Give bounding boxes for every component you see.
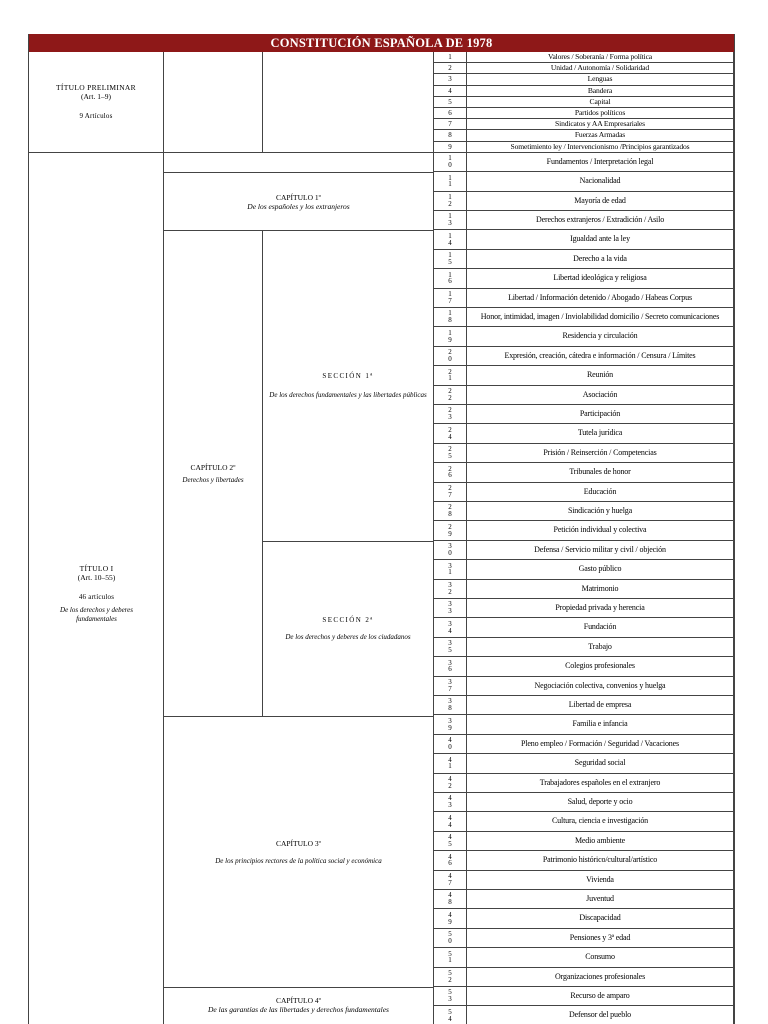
- article-number: 4 1: [434, 754, 467, 773]
- article-number: 2 9: [434, 521, 467, 540]
- article-title: Expresión, creación, cátedra e información / Censura / Límites: [467, 347, 734, 366]
- article-title: Educación: [467, 483, 734, 502]
- article-title: Consumo: [467, 948, 734, 967]
- article-title: Colegios profesionales: [467, 657, 734, 676]
- article-title: Gasto público: [467, 560, 734, 579]
- article-title: Familia e infancia: [467, 715, 734, 734]
- capitulo-1-description: De los españoles y los extranjeros: [247, 201, 350, 211]
- titulo-1-cell: [29, 153, 164, 1024]
- article-number: 2 1: [434, 366, 467, 385]
- article-number: 1 1: [434, 172, 467, 191]
- capitulo-3-description: De los principios rectores de la política social y económica: [215, 856, 382, 865]
- article-number: 5: [434, 97, 467, 108]
- article-number: 1 8: [434, 308, 467, 327]
- article-title: Cultura, ciencia e investigación: [467, 812, 734, 831]
- article-title: Tutela jurídica: [467, 424, 734, 443]
- article-title: Medio ambiente: [467, 832, 734, 851]
- article-title: Reunión: [467, 366, 734, 385]
- article-title: Petición individual y colectiva: [467, 521, 734, 540]
- article-number: 4 7: [434, 871, 467, 890]
- article-title: Mayoría de edad: [467, 192, 734, 211]
- titulo-preliminar-cell: [29, 52, 164, 153]
- capitulo-1-title: CAPÍTULO 1º: [275, 192, 322, 202]
- titulo-1-title: TÍTULO I: [79, 564, 114, 573]
- article-number: 9: [434, 142, 467, 153]
- article-title: Fundamentos / Interpretación legal: [467, 153, 734, 172]
- article-number: 4 0: [434, 735, 467, 754]
- capitulo-2-title: CAPÍTULO 2º: [190, 462, 236, 472]
- article-number: 4 6: [434, 851, 467, 870]
- article-number: 2 3: [434, 405, 467, 424]
- article-number: 1 2: [434, 192, 467, 211]
- article-title: Defensor del pueblo: [467, 1006, 734, 1024]
- article-title: Matrimonio: [467, 580, 734, 599]
- article-title: Salud, deporte y ocio: [467, 793, 734, 812]
- article-title: Trabajo: [467, 638, 734, 657]
- article-number: 1 3: [434, 211, 467, 230]
- capitulo-4-title: CAPÍTULO 4º: [275, 996, 322, 1005]
- article-number: 1 6: [434, 269, 467, 288]
- article-title: Sindicación y huelga: [467, 502, 734, 521]
- article-number: 3 2: [434, 580, 467, 599]
- article-title: Derecho a la vida: [467, 250, 734, 269]
- article-title: Lenguas: [467, 74, 734, 85]
- article-title: Asociación: [467, 386, 734, 405]
- capitulo-2-cell: [164, 231, 263, 717]
- capitulo-2-description: Derechos y libertades: [182, 475, 244, 484]
- article-title: Defensa / Servicio militar y civil / objeción: [467, 541, 734, 560]
- article-title: Negociación colectiva, convenios y huelga: [467, 677, 734, 696]
- article-title: Igualdad ante la ley: [467, 230, 734, 249]
- article-number: 4 2: [434, 774, 467, 793]
- article-title: Honor, intimidad, imagen / Inviolabilidad domicilio / Secreto comunicaciones: [467, 308, 734, 327]
- article-title: Partidos políticos: [467, 108, 734, 119]
- article-number: 3 5: [434, 638, 467, 657]
- article-number: 8: [434, 130, 467, 141]
- article-number: 6: [434, 108, 467, 119]
- article-number: 1 0: [434, 153, 467, 172]
- article-number: 4 8: [434, 890, 467, 909]
- article-number: 5 4: [434, 1006, 467, 1024]
- article-title: Libertad / Información detenido / Abogado / Habeas Corpus: [467, 289, 734, 308]
- article-number: 4 5: [434, 832, 467, 851]
- article-title: Trabajadores españoles en el extranjero: [467, 774, 734, 793]
- article-number: 3 0: [434, 541, 467, 560]
- seccion-1-cell: [263, 231, 434, 542]
- capitulo-3-cell: [164, 717, 434, 988]
- article-number: 4 3: [434, 793, 467, 812]
- seccion-1-description: De los derechos fundamentales y las libertades públicas: [269, 391, 427, 399]
- article-number: 4 4: [434, 812, 467, 831]
- article-title: Valores / Soberanía / Forma política: [467, 52, 734, 63]
- article-title: Vivienda: [467, 871, 734, 890]
- article-title: Seguridad social: [467, 754, 734, 773]
- article-number: 3 4: [434, 618, 467, 637]
- article-title: Pensiones y 3ª edad: [467, 929, 734, 948]
- capitulo-1-cell: [164, 173, 434, 231]
- article-title: Pleno empleo / Formación / Seguridad / Vacaciones: [467, 735, 734, 754]
- article-number: 2 0: [434, 347, 467, 366]
- article-number: 3 7: [434, 677, 467, 696]
- article-title: Unidad / Autonomía / Solidaridad: [467, 63, 734, 74]
- titulo-preliminar-title: TÍTULO PRELIMINAR: [56, 83, 136, 92]
- titulo-preliminar-spacer-b: [263, 52, 434, 153]
- article-title: Discapacidad: [467, 909, 734, 928]
- seccion-1-title: SECCIÓN 1ª: [322, 372, 374, 380]
- article-title: Prisión / Reinserción / Competencias: [467, 444, 734, 463]
- article-number: 2: [434, 63, 467, 74]
- article-number: 2 7: [434, 483, 467, 502]
- article-number: 2 5: [434, 444, 467, 463]
- article-number: 5 3: [434, 987, 467, 1006]
- article-number: 2 4: [434, 424, 467, 443]
- article-title: Recurso de amparo: [467, 987, 734, 1006]
- titulo-1-count: 46 artículos: [78, 593, 115, 601]
- titulo-preliminar-count: 9 Artículos: [79, 112, 113, 120]
- article-title: Propiedad privada y herencia: [467, 599, 734, 618]
- article-title: Bandera: [467, 86, 734, 97]
- article-number: 1 9: [434, 327, 467, 346]
- seccion-2-cell: [263, 542, 434, 717]
- article-number: 5 2: [434, 968, 467, 987]
- article-title: Residencia y circulación: [467, 327, 734, 346]
- constitution-table: [28, 34, 735, 1024]
- seccion-2-title: SECCIÓN 2ª: [322, 616, 374, 624]
- article-title: Capital: [467, 97, 734, 108]
- article-title: Fuerzas Armadas: [467, 130, 734, 141]
- article-title: Sometimiento ley / Intervencionismo /Principios garantizados: [467, 142, 734, 153]
- article-number: 2 2: [434, 386, 467, 405]
- article-number: 3 3: [434, 599, 467, 618]
- article-number: 5 1: [434, 948, 467, 967]
- article-number: 3 6: [434, 657, 467, 676]
- article-number: 4: [434, 86, 467, 97]
- titulo-1-range: (Art. 10–55): [77, 573, 116, 582]
- article-number: 1: [434, 52, 467, 63]
- article-title: Organizaciones profesionales: [467, 968, 734, 987]
- article-number: 3: [434, 74, 467, 85]
- article-number: 1 4: [434, 230, 467, 249]
- article-number: 7: [434, 119, 467, 130]
- article-number: 5 0: [434, 929, 467, 948]
- titulo-preliminar-range: (Art. 1–9): [81, 92, 111, 101]
- article-title: Libertad ideológica y religiosa: [467, 269, 734, 288]
- capitulo-4-cell: [164, 988, 434, 1024]
- article-title: Nacionalidad: [467, 172, 734, 191]
- article-number: 2 6: [434, 463, 467, 482]
- article-number: 3 9: [434, 715, 467, 734]
- article-title: Derechos extranjeros / Extradición / Asilo: [467, 211, 734, 230]
- article-number: 1 5: [434, 250, 467, 269]
- article-title: Sindicatos y AA Empresariales: [467, 119, 734, 130]
- article-title: Patrimonio histórico/cultural/artístico: [467, 851, 734, 870]
- capitulo-4-description: De las garantías de las libertades y derechos fundamentales: [208, 1005, 389, 1014]
- document-title: CONSTITUCIÓN ESPAÑOLA DE 1978: [29, 34, 734, 52]
- article-number: 3 8: [434, 696, 467, 715]
- titulo-preliminar-spacer-a: [164, 52, 263, 153]
- titulo-1-description: De los derechos y deberes fundamentales: [60, 606, 133, 623]
- article-title: Tribunales de honor: [467, 463, 734, 482]
- seccion-2-description: De los derechos y deberes de los ciudadanos: [285, 633, 411, 641]
- article-number: 3 1: [434, 560, 467, 579]
- article-number: 1 7: [434, 289, 467, 308]
- article-title: Fundación: [467, 618, 734, 637]
- article-number: 2 8: [434, 502, 467, 521]
- article-title: Participación: [467, 405, 734, 424]
- capitulo-3-title: CAPÍTULO 3º: [275, 838, 322, 848]
- article-title: Juventud: [467, 890, 734, 909]
- article-title: Libertad de empresa: [467, 696, 734, 715]
- article-number: 4 9: [434, 909, 467, 928]
- article-10-spacer: [164, 153, 434, 173]
